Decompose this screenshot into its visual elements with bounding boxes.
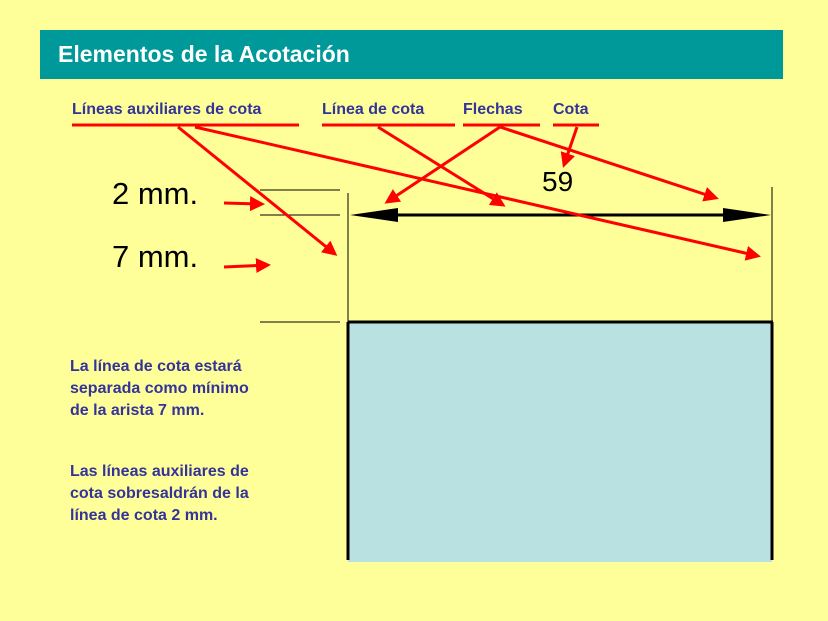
term-cota: Cota [553, 101, 589, 118]
pointer-flechas-right [500, 127, 716, 198]
dimension-arrowhead-right [723, 208, 771, 222]
pointer-cota [564, 127, 577, 165]
pointer-offset [224, 265, 268, 267]
measure-offset: 7 mm. [112, 239, 199, 274]
note-line: separada como mínimo [70, 380, 249, 397]
term-auxiliares: Líneas auxiliares de cota [72, 101, 262, 118]
note-line: Las líneas auxiliares de [70, 463, 249, 480]
term-linea-de-cota: Línea de cota [322, 101, 425, 118]
note-extension [70, 461, 249, 527]
measure-gap: 2 mm. [112, 176, 199, 211]
pointer-gap [224, 203, 262, 204]
note-line: de la arista 7 mm. [70, 402, 205, 419]
page-title: Elementos de la Acotación [58, 41, 350, 67]
part-rectangle [348, 322, 772, 562]
note-line: La línea de cota estará [70, 358, 242, 375]
note-line: cota sobresaldrán de la [70, 485, 249, 502]
note-line: línea de cota 2 mm. [70, 507, 218, 524]
pointer-flechas-left [387, 127, 500, 202]
pointer-auxiliares-right [195, 127, 758, 256]
dimension-arrowhead-left [350, 208, 398, 222]
note-offset [70, 356, 249, 422]
dimension-value: 59 [542, 166, 574, 197]
term-flechas: Flechas [463, 101, 523, 118]
